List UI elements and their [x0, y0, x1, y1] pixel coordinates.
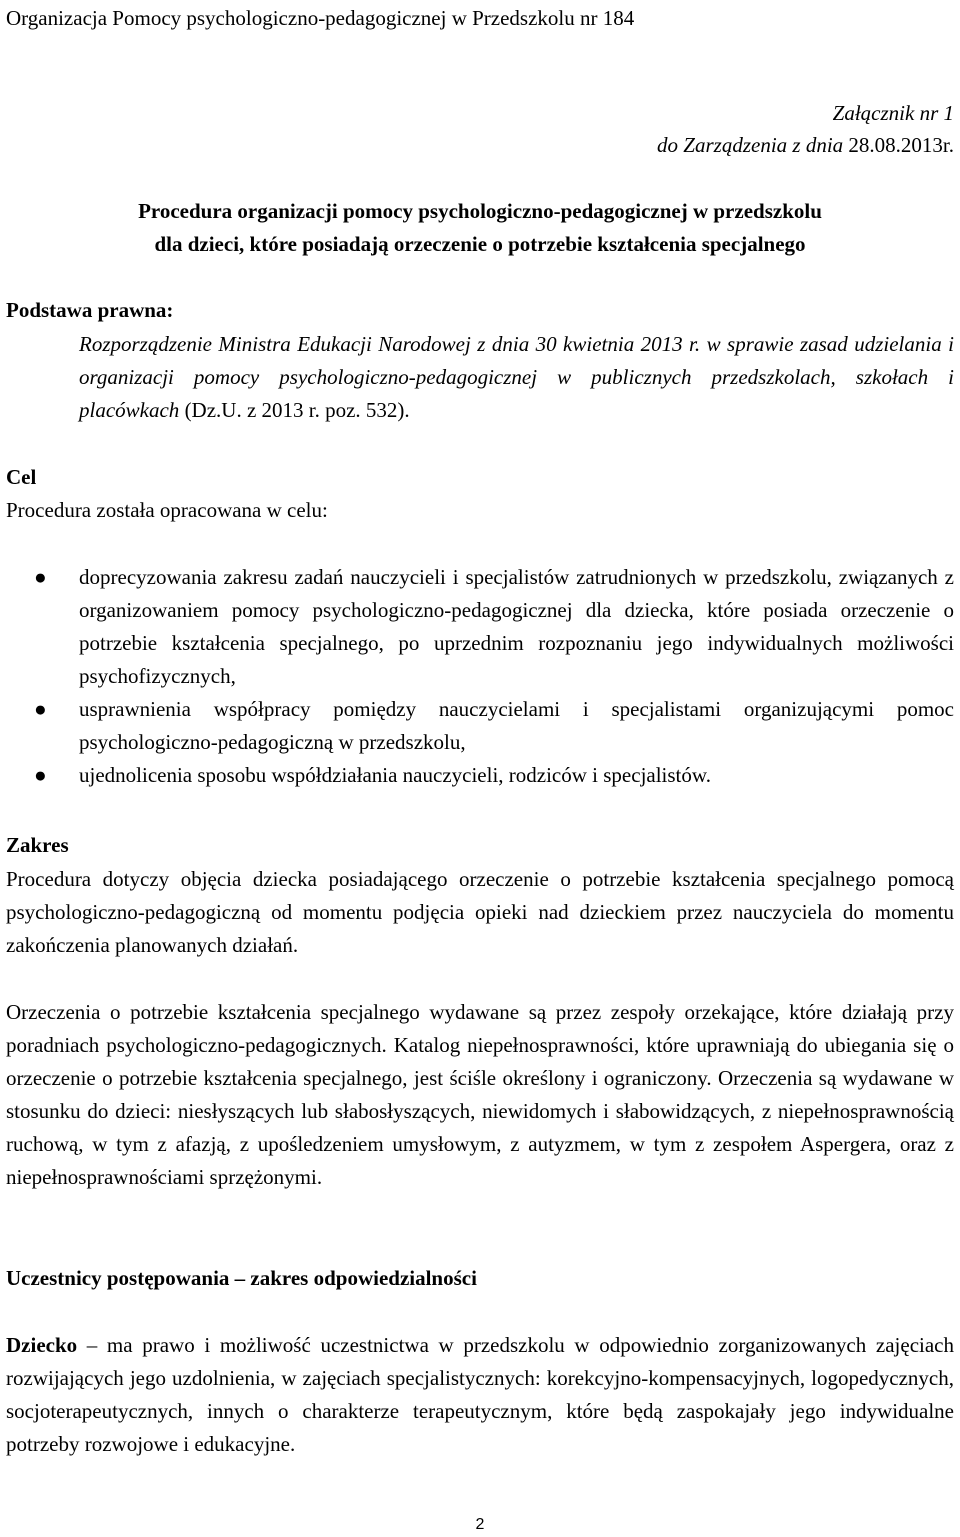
child-label: Dziecko [6, 1333, 78, 1357]
goal-heading: Cel [6, 465, 37, 489]
goal-list [0, 561, 954, 792]
title-line-1: Procedura organizacji pomocy psychologiczno-pedagogicznej w przedszkolu [138, 199, 822, 223]
goal-item-text: doprecyzowania zakresu zadań nauczycieli i specjalistów zatrudnionych w przedszkolu, związanych z organizowaniem pomocy psychologiczno-pedagogicznej dla dziecka, które posiada orzeczenie o potrzebie kształcenia specjalnego, po uprzednim rozpoznaniu jego indywidualnych możliwości psychofizycznych, [79, 565, 954, 688]
annex-reference [657, 129, 954, 161]
scope-paragraph-1: Procedura dotyczy objęcia dziecka posiadającego orzeczenie o potrzebie kształcenia specjalnego pomocą psychologiczno-pedagogiczną od momentu podjęcia opieki nad dzieckiem przez nauczyciela do momentu zakończenia planowanych działań. [6, 867, 954, 957]
child-text: – ma prawo i możliwość uczestnictwa w przedszkolu w odpowiednio zorganizowanych zajęciach rozwijających jego uzdolnienia, w zajęciach specjalistycznych: korekcyjno-kompensacyjnych, logopedycznych, socjoterapeutycznych, innych o charakterze terapeutycznym, które będą zaspokajały jego indywidualne potrzeby rozwojowe i edukacyjne. [6, 1333, 954, 1456]
bullet-icon: ● [34, 763, 47, 787]
goal-intro: Procedura została opracowana w celu: [6, 498, 328, 522]
bullet-icon: ● [34, 565, 47, 589]
legal-basis-citation: (Dz.U. z 2013 r. poz. 532). [179, 398, 410, 422]
bullet-icon: ● [34, 697, 47, 721]
participants-heading: Uczestnicy postępowania – zakres odpowiedzialności [6, 1266, 477, 1290]
page-header: Organizacja Pomocy psychologiczno-pedagogicznej w Przedszkolu nr 184 [6, 6, 635, 30]
title-line-2: dla dzieci, które posiadają orzeczenie o potrzebie kształcenia specjalnego [154, 232, 806, 256]
participants-child-paragraph [6, 1329, 954, 1461]
scope-heading: Zakres [6, 833, 69, 857]
goal-list-item [0, 561, 954, 693]
annex-title: Załącznik nr 1 [832, 101, 954, 125]
annex-note [657, 97, 954, 161]
annex-date: 28.08.2013r. [848, 133, 954, 157]
legal-basis-text [79, 328, 954, 427]
goal-list-item [0, 693, 954, 759]
legal-basis-label: Podstawa prawna: [6, 298, 174, 322]
goal-item-text: usprawnienia współpracy pomiędzy nauczycielami i specjalistami organizującymi pomoc psychologiczno-pedagogiczną w przedszkolu, [79, 697, 954, 754]
scope-paragraph-2: Orzeczenia o potrzebie kształcenia specjalnego wydawane są przez zespoły orzekające, które działają przy poradniach psychologiczno-pedagogicznych. Katalog niepełnosprawności, które uprawniają do ubiegania się o orzeczenie o potrzebie kształcenia specjalnego, jest ściśle określony i ograniczony. Orzeczenia są wydawane w stosunku do dzieci: niesłyszących lub słabosłyszących, niewidomych i słabowidzących, z niepełnosprawnością ruchową, w tym z afazją, z upośledzeniem umysłowym, z autyzmem, w tym z zespołem Aspergera, oraz z niepełnosprawnościami sprzężonymi. [6, 1000, 954, 1189]
document-title [0, 195, 960, 261]
legal-basis-regulation: Rozporządzenie Ministra Edukacji Narodowej z dnia 30 kwietnia 2013 r. w sprawie zasad udzielania i organizacji pomocy psychologiczno-pedagogicznej w publicznych przedszkolach, szkołach i placówkach [79, 332, 954, 422]
goal-item-text: ujednolicenia sposobu współdziałania nauczycieli, rodziców i specjalistów. [79, 763, 711, 787]
goal-list-item [0, 759, 954, 792]
page-number: 2 [475, 1516, 485, 1533]
annex-reference-prefix: do Zarządzenia z dnia [657, 133, 849, 157]
